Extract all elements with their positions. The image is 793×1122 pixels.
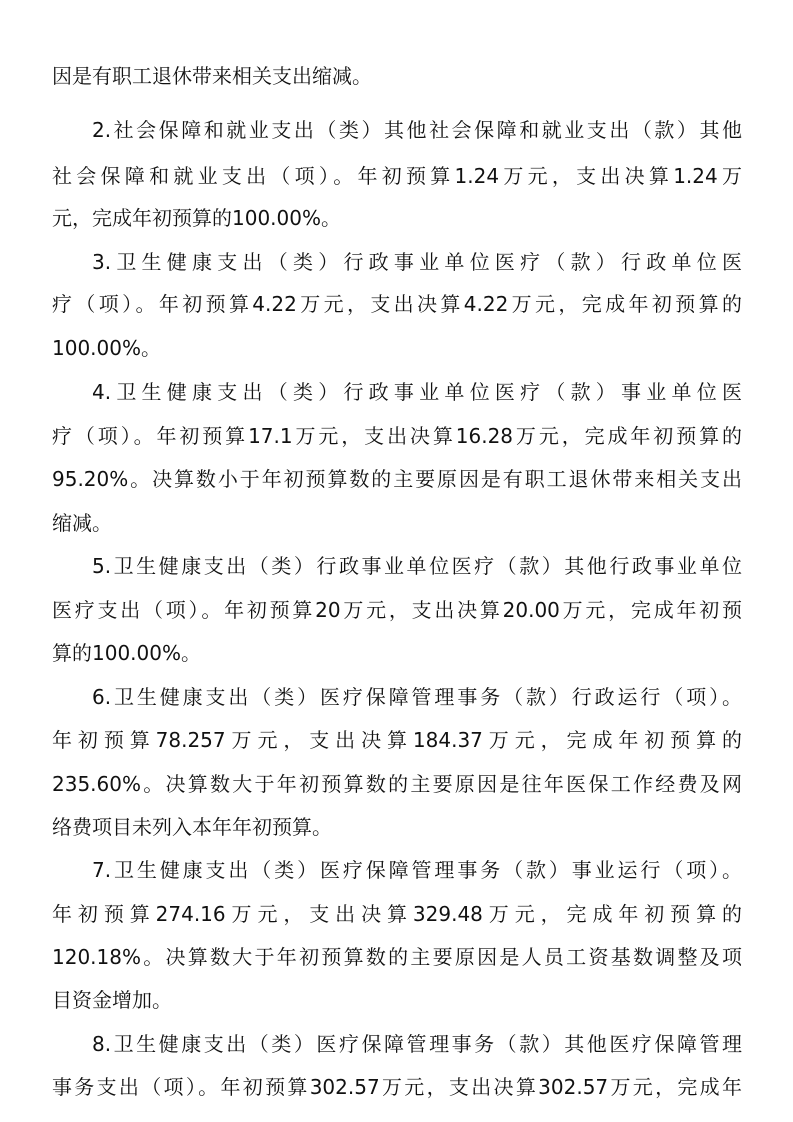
text-line: 社会保障和就业支出（项）。年初预算1.24万元，支出决算1.24万 — [52, 164, 742, 188]
text-line: 7.卫生健康支出（类）医疗保障管理事务（款）事业运行（项）。 — [92, 858, 742, 882]
text-line: 事务支出（项）。年初预算302.57万元，支出决算302.57万元，完成年 — [52, 1075, 742, 1099]
text-line: 5.卫生健康支出（类）行政事业单位医疗（款）其他行政事业单位 — [92, 554, 742, 578]
text-line: 医疗支出（项）。年初预算20万元，支出决算20.00万元，完成年初预 — [52, 598, 742, 622]
text-line: 疗（项）。年初预算17.1万元，支出决算16.28万元，完成年初预算的 — [52, 424, 742, 448]
text-line: 120.18%。决算数大于年初预算数的主要原因是人员工资基数调整及项 — [52, 945, 742, 969]
text-line: 缩减。 — [52, 511, 112, 535]
text-line: 6.卫生健康支出（类）医疗保障管理事务（款）行政运行（项）。 — [92, 685, 742, 709]
text-line: 年初预算274.16万元，支出决算329.48万元，完成年初预算的 — [52, 902, 742, 926]
text-line: 疗（项）。年初预算4.22万元，支出决算4.22万元，完成年初预算的 — [52, 292, 742, 316]
text-line: 络费项目未列入本年年初预算。 — [52, 815, 332, 839]
text-line: 4.卫生健康支出（类）行政事业单位医疗（款）事业单位医 — [92, 380, 742, 404]
text-line: 8.卫生健康支出（类）医疗保障管理事务（款）其他医疗保障管理 — [92, 1032, 742, 1056]
text-line: 算的100.00%。 — [52, 641, 201, 665]
text-line: 目资金增加。 — [52, 988, 172, 1012]
text-line: 95.20%。决算数小于年初预算数的主要原因是有职工退休带来相关支出 — [52, 467, 742, 491]
text-line: 年初预算78.257万元，支出决算184.37万元，完成年初预算的 — [52, 728, 742, 752]
text-line: 100.00%。 — [52, 336, 161, 360]
text-line: 因是有职工退休带来相关支出缩减。 — [52, 64, 372, 88]
text-line: 2.社会保障和就业支出（类）其他社会保障和就业支出（款）其他 — [92, 118, 742, 142]
text-line: 元，完成年初预算的100.00%。 — [52, 206, 341, 230]
text-line: 235.60%。决算数大于年初预算数的主要原因是往年医保工作经费及网 — [52, 772, 742, 796]
text-line: 3.卫生健康支出（类）行政事业单位医疗（款）行政单位医 — [92, 250, 742, 274]
